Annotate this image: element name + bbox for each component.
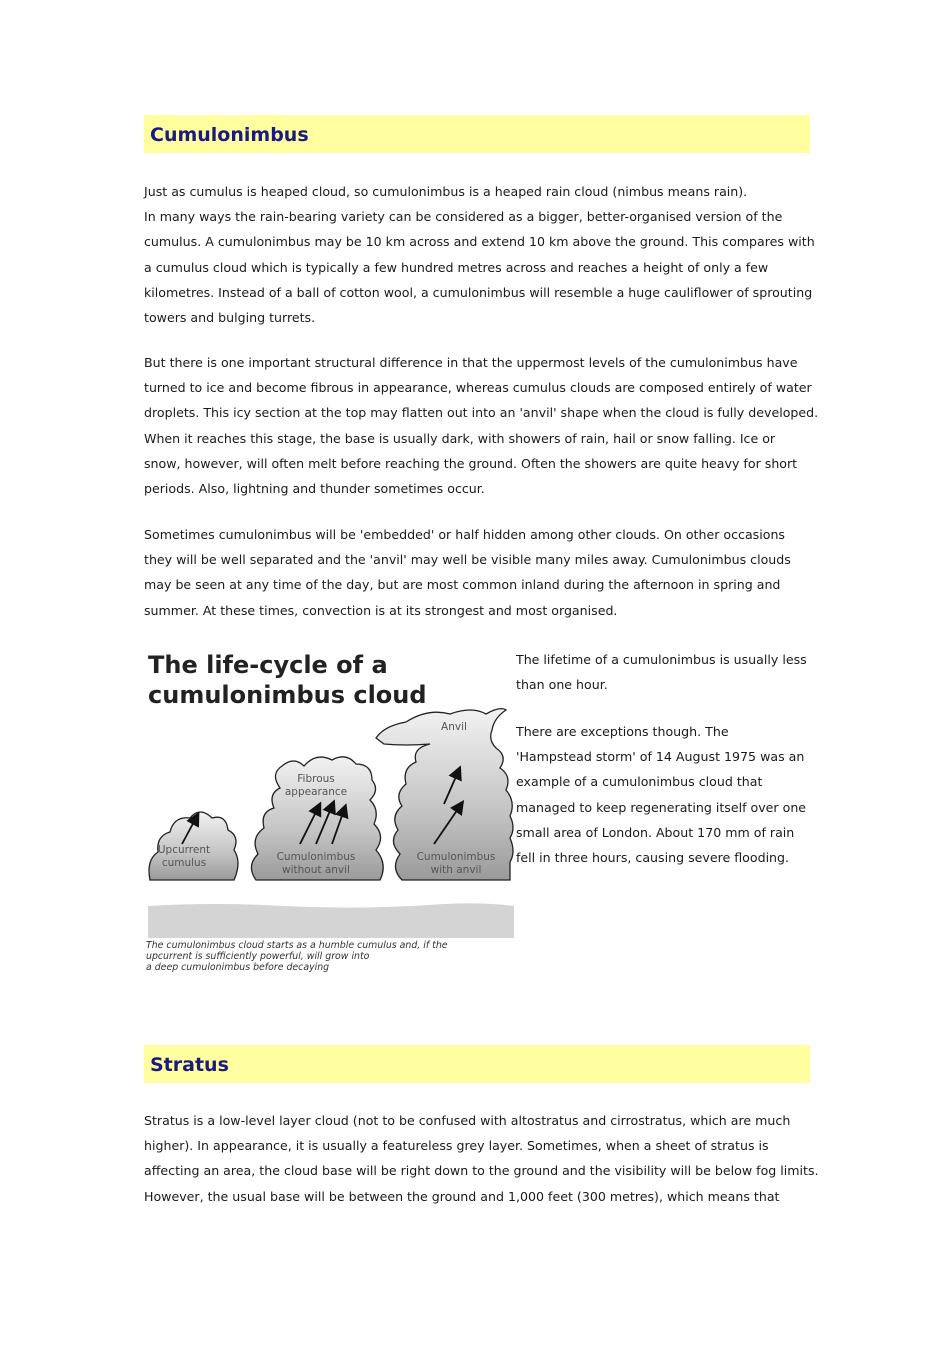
text-line: fell in three hours, causing severe flooding. (516, 850, 790, 866)
paragraph-cumulonimbus-3 (144, 522, 810, 623)
text-line: periods. Also, lightning and thunder sometimes occur. (144, 481, 485, 497)
cloud-lifecycle-figure (144, 648, 514, 988)
caption-line: upcurrent is sufficiently powerful, will grow into (146, 951, 370, 962)
side-paragraph-hampstead (516, 719, 816, 870)
text-line: snow, however, will often melt before reaching the ground. Often the showers are quite heavy for short (144, 455, 798, 471)
section-heading-cumulonimbus: Cumulonimbus (144, 115, 810, 153)
caption-line: a deep cumulonimbus before decaying (146, 962, 330, 973)
section-heading-stratus: Stratus (144, 1045, 810, 1083)
cloud-illustration (144, 648, 514, 938)
paragraph-cumulonimbus-2 (144, 350, 819, 501)
text-line: Stratus is a low-level layer cloud (not to be confused with altostratus and cirrostratus, which are much (144, 1113, 791, 1128)
label-without-anvil: without anvil (282, 864, 350, 876)
text-line: a cumulus cloud which is typically a few hundred metres across and reaches a height of only a few (144, 259, 769, 275)
text-line: example of a cumulonimbus cloud that (516, 774, 763, 790)
text-line: droplets. This icy section at the top may flatten out into an 'anvil' shape when the cloud is fully developed. (144, 405, 819, 421)
text-line: may be seen at any time of the day, but are most common inland during the afternoon in spring and (144, 577, 781, 593)
text-line: affecting an area, the cloud base will be right down to the ground and the visibility will be below fog limits. (144, 1163, 819, 1179)
text-line: There are exceptions though. The (516, 724, 729, 739)
text-line: cumulus. A cumulonimbus may be 10 km across and extend 10 km above the ground. This compares with (144, 234, 815, 250)
figure-caption (146, 940, 448, 973)
text-line: But there is one important structural difference in that the uppermost levels of the cumulonimbus have (144, 355, 798, 370)
paragraph-cumulonimbus-1 (144, 179, 815, 330)
text-line: In many ways the rain-bearing variety can be considered as a bigger, better-organised version of the (144, 209, 783, 225)
text-line: Just as cumulus is heaped cloud, so cumulonimbus is a heaped rain cloud (nimbus means rain). (144, 184, 748, 199)
label-with-anvil: with anvil (430, 864, 482, 876)
figure-title-line: The life-cycle of a (148, 651, 388, 679)
paragraph-stratus-1 (144, 1108, 819, 1209)
label-upcurrent-cumulus: cumulus (161, 857, 207, 869)
text-line: Sometimes cumulonimbus will be 'embedded' or half hidden among other clouds. On other occasions (144, 527, 785, 542)
text-line: small area of London. About 170 mm of rain (516, 824, 795, 840)
text-line: higher). In appearance, it is usually a featureless grey layer. Sometimes, when a sheet of stratus is (144, 1138, 769, 1154)
ground-shape (148, 903, 514, 938)
label-fibrous-appearance: appearance (284, 786, 348, 798)
text-line: However, the usual base will be between the ground and 1,000 feet (300 metres), which means that (144, 1188, 780, 1204)
text-line: When it reaches this stage, the base is usually dark, with showers of rain, hail or snow falling. Ice or (144, 430, 776, 446)
text-line: 'Hampstead storm' of 14 August 1975 was an (516, 749, 805, 765)
text-line: than one hour. (516, 677, 608, 693)
label-anvil: Anvil (441, 721, 467, 733)
text-line: The lifetime of a cumulonimbus is usually less (516, 652, 807, 667)
label-cumulonimbus-1: Cumulonimbus (276, 851, 356, 863)
text-line: towers and bulging turrets. (144, 310, 316, 326)
text-line: turned to ice and become fibrous in appearance, whereas cumulus clouds are composed entirely of water (144, 380, 812, 396)
figure-title-line: cumulonimbus cloud (148, 681, 427, 709)
text-line: summer. At these times, convection is at its strongest and most organised. (144, 602, 618, 618)
text-line: they will be well separated and the 'anvil' may well be visible many miles away. Cumulonimbus clouds (144, 552, 791, 568)
text-line: kilometres. Instead of a ball of cotton wool, a cumulonimbus will resemble a huge cauliflower of sprouting (144, 284, 813, 300)
text-line: managed to keep regenerating itself over one (516, 799, 807, 815)
caption-line: The cumulonimbus cloud starts as a humble cumulus and, if the (146, 940, 448, 951)
side-paragraph-lifetime (516, 647, 816, 697)
label-upcurrent: Upcurrent (157, 844, 211, 856)
label-cumulonimbus-2: Cumulonimbus (416, 851, 496, 863)
label-fibrous: Fibrous (297, 773, 335, 785)
